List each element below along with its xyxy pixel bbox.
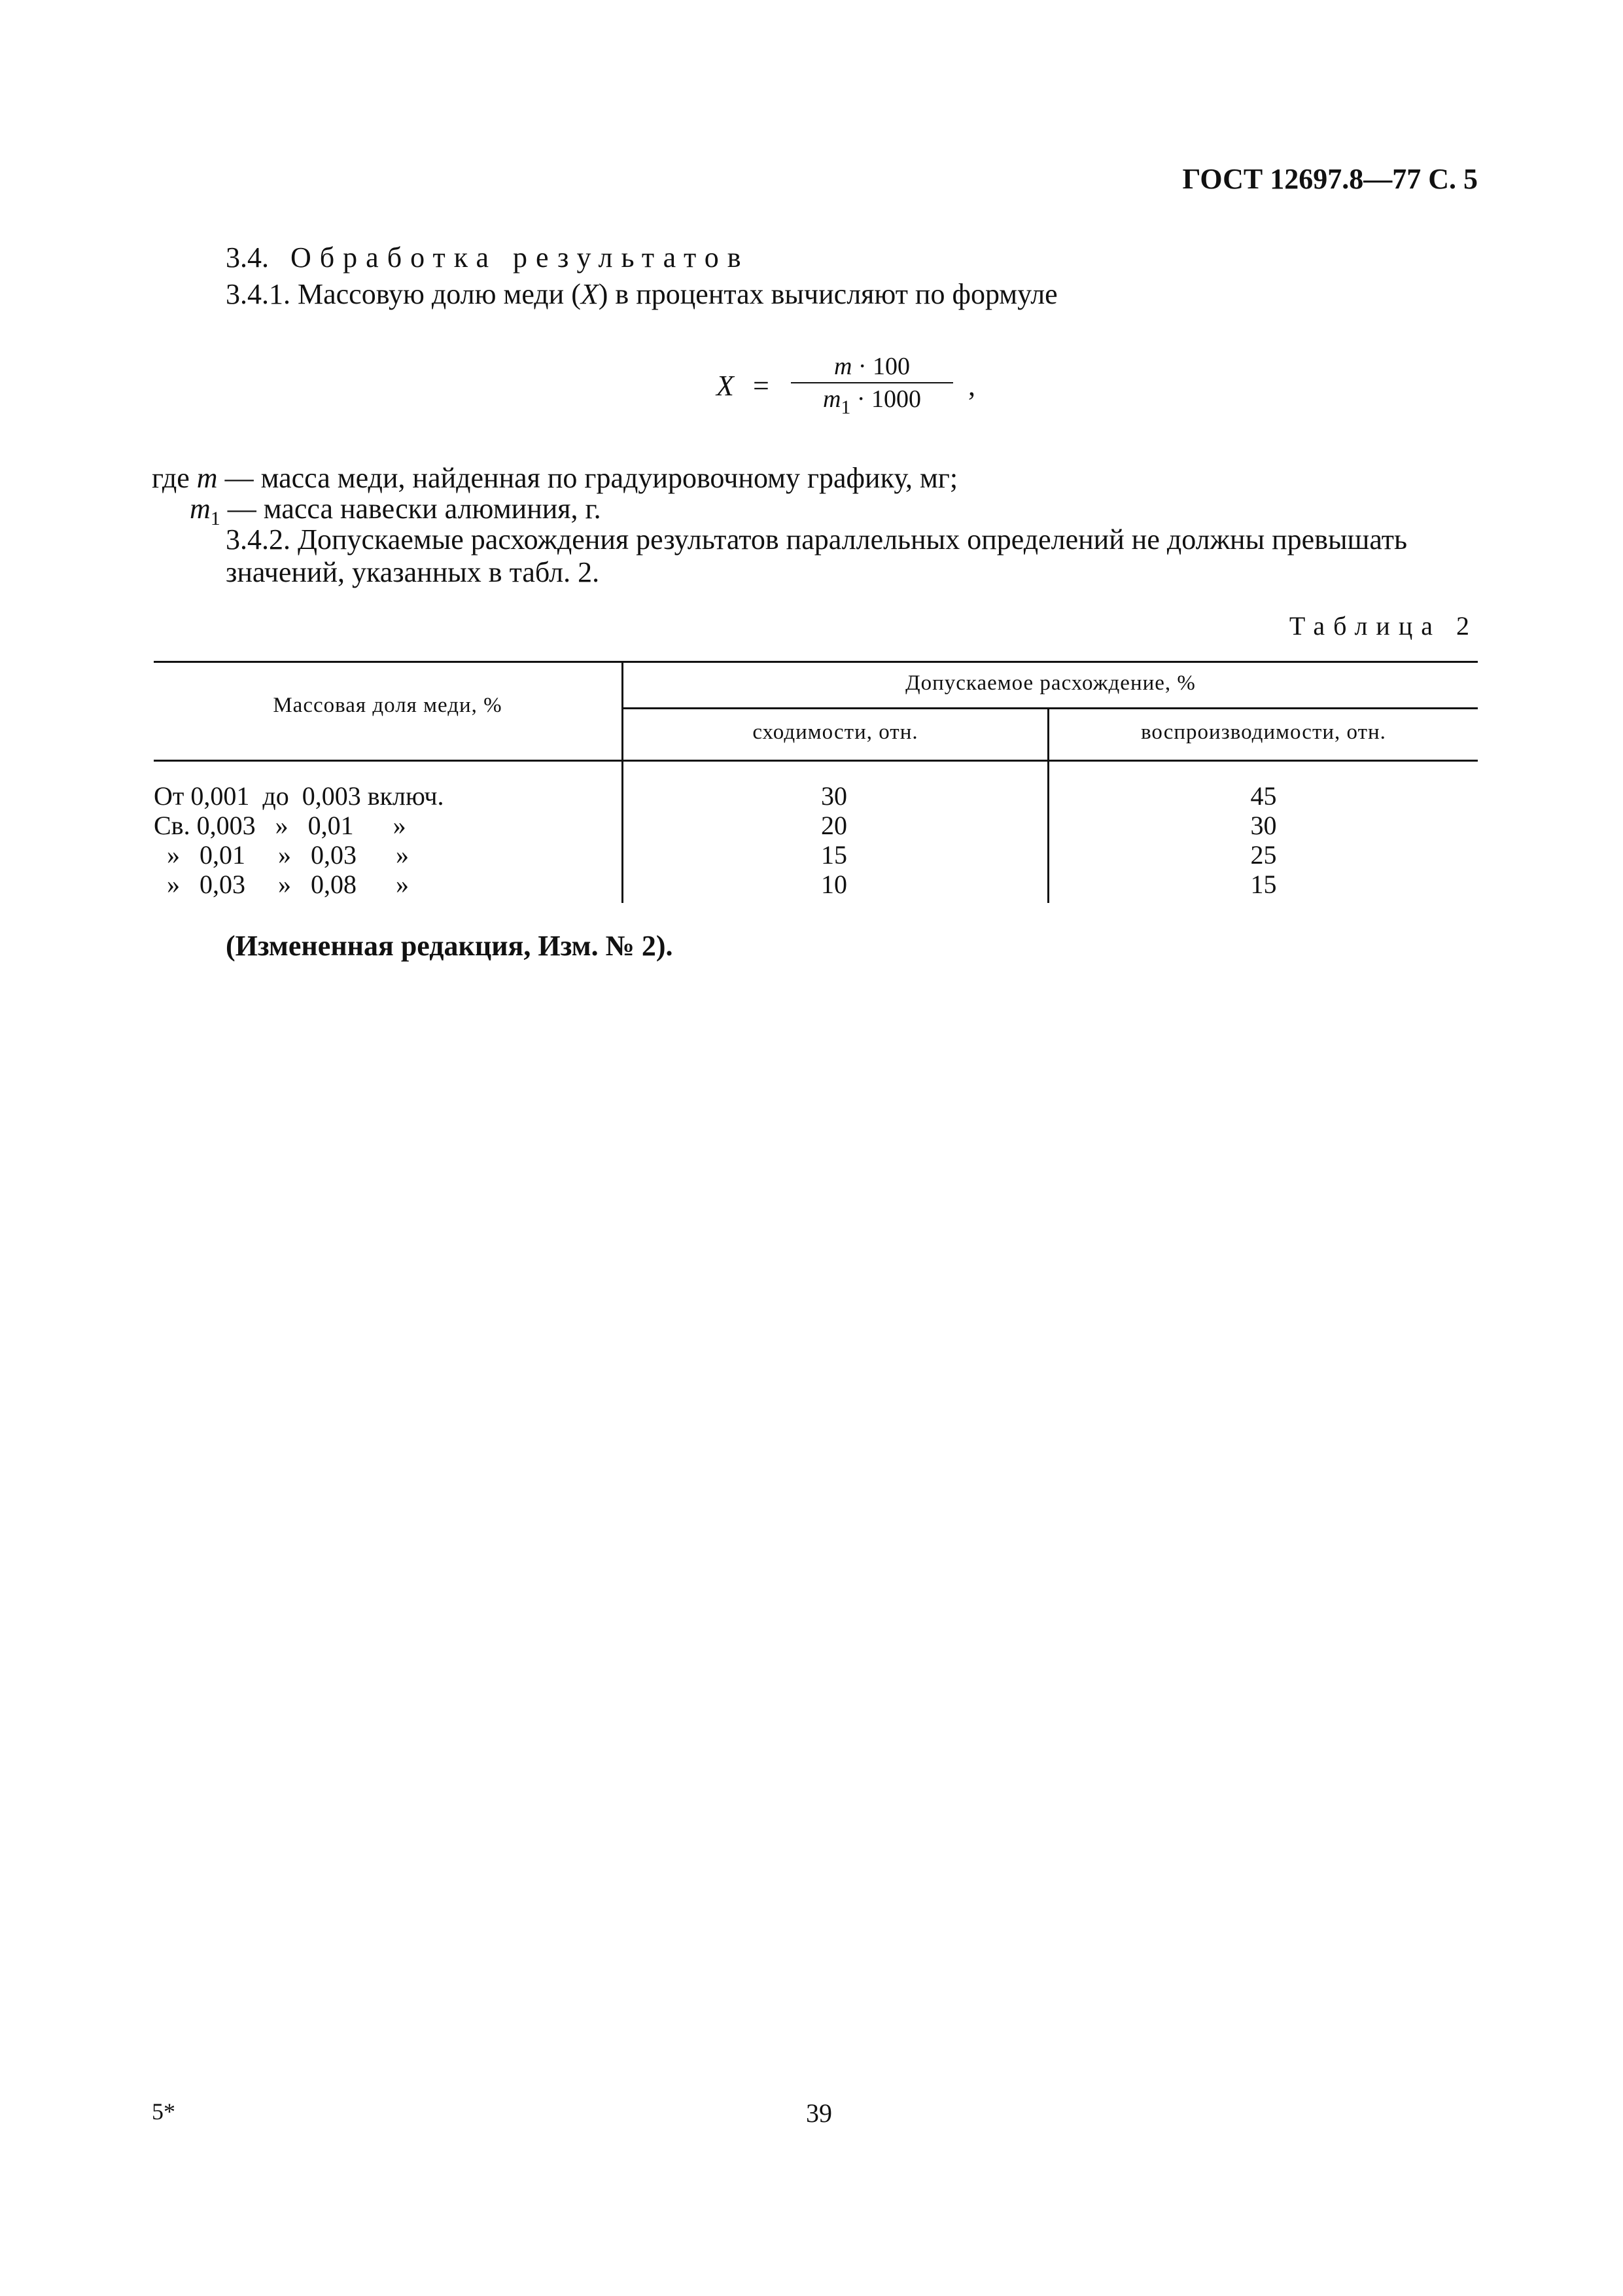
- formula-lhs: X: [716, 370, 734, 402]
- formula-numerator: m · 100: [833, 353, 911, 380]
- col-header-tolerance-group: Допускаемое расхождение, %: [905, 671, 1196, 695]
- section-3-4-1-text: [226, 277, 1058, 311]
- table-title: Таблица 2: [1289, 611, 1478, 641]
- formula-comma: ,: [968, 370, 975, 402]
- table-row: [154, 781, 1478, 809]
- cell-range: » 0,03 » 0,08 »: [154, 870, 409, 899]
- cell-convergence: 15: [821, 840, 847, 870]
- amendment-note: (Измененная редакция, Изм. № 2).: [226, 930, 673, 962]
- section-3-4-heading: [226, 241, 749, 274]
- table-row: [154, 839, 1478, 868]
- table-group-rule: [621, 707, 1478, 709]
- variable-x: X: [580, 278, 599, 310]
- where-m-definition: где m — масса меди, найденная по градуировочному графику, мг;: [152, 462, 958, 494]
- cell-range: » 0,01 » 0,03 »: [154, 840, 409, 870]
- section-text-after: ) в процентах вычисляют по формуле: [598, 278, 1058, 310]
- cell-range: Св. 0,003 » 0,01 »: [154, 811, 406, 840]
- formula-denominator: $m_1 \cdot 1000$: [822, 385, 922, 418]
- cell-reproducibility: 15: [1250, 870, 1277, 899]
- table-top-rule: [154, 661, 1478, 663]
- cell-range: От 0,001 до 0,003 включ.: [154, 781, 444, 811]
- formula-equals: =: [753, 370, 769, 402]
- col-header-copper-fraction: Массовая доля меди, %: [273, 694, 502, 717]
- cell-convergence: 10: [821, 870, 847, 899]
- table-row: [154, 869, 1478, 898]
- section-text-before: 3.4.1. Массовую долю меди (: [226, 278, 581, 310]
- document-header: ГОСТ 12697.8—77 С. 5: [1182, 163, 1478, 195]
- col-header-reproducibility: воспроизводимости, отн.: [1141, 720, 1386, 744]
- cell-reproducibility: 30: [1250, 811, 1277, 840]
- section-title: Обработка результатов: [290, 241, 750, 274]
- section-3-4-2-text: 3.4.2. Допускаемые расхождения результатов параллельных определений не должны превышать значений, указанных в табл. 2.: [226, 523, 1408, 588]
- cell-convergence: 20: [821, 811, 847, 840]
- cell-reproducibility: 25: [1250, 840, 1277, 870]
- formula-fraction: [787, 351, 957, 418]
- section-number: 3.4.: [226, 241, 269, 274]
- col-header-convergence: сходимости, отн.: [752, 720, 918, 744]
- cell-convergence: 30: [821, 781, 847, 811]
- table-row: [154, 810, 1478, 839]
- table-header-rule: [154, 760, 1478, 762]
- cell-reproducibility: 45: [1250, 781, 1277, 811]
- where-m1-definition: $m_1$ — масса навески алюминия, г.: [190, 493, 601, 529]
- page-number: 39: [806, 2098, 832, 2128]
- footer-mark: 5*: [152, 2098, 175, 2125]
- tolerance-table: [154, 661, 1478, 903]
